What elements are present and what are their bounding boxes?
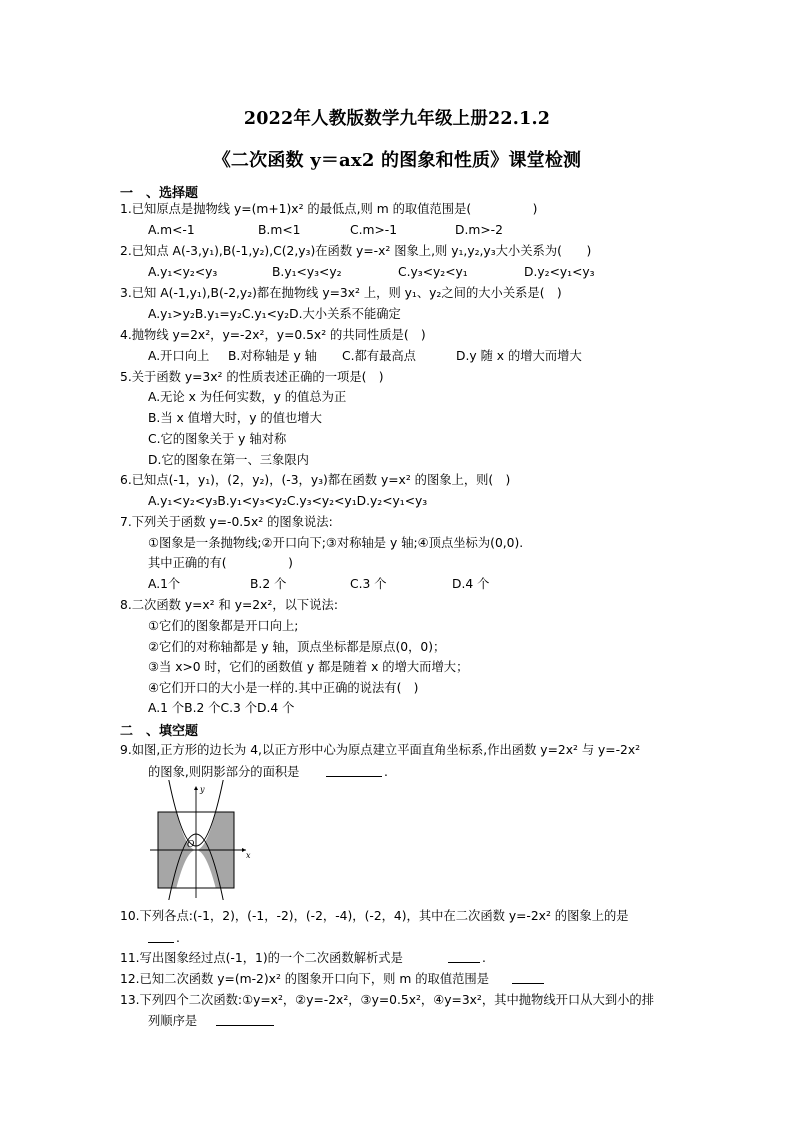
q11-answer-blank[interactable] — [448, 962, 480, 963]
q5-option-d: D.它的图象在第一、三象限内 — [148, 453, 309, 467]
question-9: 9.如图,正方形的边长为 4,以正方形中心为原点建立平面直角坐标系,作出函数 y=2x² 与 y=-2x² — [120, 743, 641, 757]
q9-answer-blank[interactable] — [326, 776, 382, 777]
q5-option-b: B.当 x 值增大时，y 的值也增大 — [148, 411, 322, 425]
q9-period: . — [384, 765, 388, 779]
q9-figure — [148, 780, 258, 900]
q9-line-2: 的图象,则阴影部分的面积是 — [148, 765, 300, 779]
q1-option-a: A.m<-1 — [148, 223, 195, 237]
section-choice-heading: 一 、选择题 — [120, 186, 199, 201]
q5-option-a: A.无论 x 为任何实数，y 的值总为正 — [148, 390, 347, 404]
q4-option-d: D.y 随 x 的增大而增大 — [456, 349, 582, 363]
q2-option-b: B.y₁<y₃<y₂ — [272, 265, 342, 279]
q8-statement-3: ③当 x>0 时，它们的函数值 y 都是随着 x 的增大而增大； — [148, 660, 469, 674]
question-6: 6.已知点(-1，y₁)，(2，y₂)，(-3，y₃)都在函数 y=x² 的图象上，则( ) — [120, 473, 511, 487]
q7-statements: ①图象是一条抛物线;②开口向下;③对称轴是 y 轴;④顶点坐标为(0,0). — [148, 536, 524, 550]
q7-option-a: A.1个 — [148, 577, 181, 591]
question-4: 4.抛物线 y=2x²，y=-2x²，y=0.5x² 的共同性质是( ) — [120, 328, 426, 342]
q7-prompt: 其中正确的有( ) — [148, 556, 293, 570]
q7-option-b: B.2 个 — [250, 577, 287, 591]
question-1: 1.已知原点是抛物线 y=(m+1)x² 的最低点,则 m 的取值范围是( ) — [120, 202, 538, 216]
question-11: 11.写出图象经过点(-1，1)的一个二次函数解析式是 — [120, 951, 403, 965]
question-3: 3.已知 A(-1,y₁),B(-2,y₂)都在抛物线 y=3x² 上，则 y₁、y₂之间的大小关系是( ) — [120, 286, 562, 300]
q3-options: A.y₁>y₂B.y₁=y₂C.y₁<y₂D.大小关系不能确定 — [148, 307, 401, 321]
q6-options: A.y₁<y₂<y₃B.y₁<y₃<y₂C.y₃<y₂<y₁D.y₂<y₁<y₃ — [148, 494, 428, 508]
q4-option-c: C.都有最高点 — [342, 349, 416, 363]
question-5: 5.关于函数 y=3x² 的性质表述正确的一项是( ) — [120, 370, 384, 384]
q7-option-d: D.4 个 — [452, 577, 490, 591]
question-8: 8.二次函数 y=x² 和 y=2x²，以下说法: — [120, 598, 338, 612]
question-10: 10.下列各点:(-1，2)，(-1，-2)，(-2，-4)，(-2，4)，其中在二次函数 y=-2x² 的图象上的是 — [120, 909, 629, 923]
question-12: 12.已知二次函数 y=(m-2)x² 的图象开口向下，则 m 的取值范围是 — [120, 972, 490, 986]
y-axis-label: y — [200, 785, 205, 794]
q4-option-a: A.开口向上 — [148, 349, 210, 363]
q13-line-2: 列顺序是 — [148, 1014, 198, 1028]
title-line-2: 《二次函数 y＝ax2 的图象和性质》课堂检测 — [212, 150, 582, 171]
q2-option-d: D.y₂<y₁<y₃ — [524, 265, 595, 279]
origin-label: O — [187, 840, 195, 850]
q8-statement-2: ②它们的对称轴都是 y 轴，顶点坐标都是原点(0，0)； — [148, 640, 446, 654]
x-axis-label: x — [246, 851, 251, 860]
y-axis-arrow-icon — [194, 786, 198, 790]
q2-option-c: C.y₃<y₂<y₁ — [398, 265, 468, 279]
q8-statement-1: ①它们的图象都是开口向上; — [148, 619, 299, 633]
q10-period: . — [176, 931, 180, 945]
q1-option-c: C.m>-1 — [350, 223, 398, 237]
q5-option-c: C.它的图象关于 y 轴对称 — [148, 432, 287, 446]
q7-option-c: C.3 个 — [350, 577, 387, 591]
q11-period: . — [482, 951, 486, 965]
q1-option-b: B.m<1 — [258, 223, 301, 237]
q2-option-a: A.y₁<y₂<y₃ — [148, 265, 218, 279]
q4-option-b: B.对称轴是 y 轴 — [228, 349, 317, 363]
section-fill-heading: 二 、填空题 — [120, 724, 199, 739]
title-line-1: 2022年人教版数学九年级上册22.1.2 — [243, 109, 551, 129]
q12-answer-blank[interactable] — [512, 983, 544, 984]
question-13: 13.下列四个二次函数:①y=x²，②y=-2x²，③y=0.5x²，④y=3x²，其中抛物线开口从大到小的排 — [120, 993, 655, 1007]
question-7: 7.下列关于函数 y=-0.5x² 的图象说法: — [120, 515, 333, 529]
q8-statement-4: ④它们开口的大小是一样的.其中正确的说法有( ) — [148, 681, 419, 695]
q1-option-d: D.m>-2 — [455, 223, 503, 237]
q8-options: A.1 个B.2 个C.3 个D.4 个 — [148, 701, 295, 715]
q13-answer-blank[interactable] — [216, 1025, 274, 1026]
question-2: 2.已知点 A(-3,y₁),B(-1,y₂),C(2,y₃)在函数 y=-x² 图象上,则 y₁,y₂,y₃大小关系为( ) — [120, 244, 592, 258]
q10-answer-blank[interactable] — [148, 942, 174, 943]
